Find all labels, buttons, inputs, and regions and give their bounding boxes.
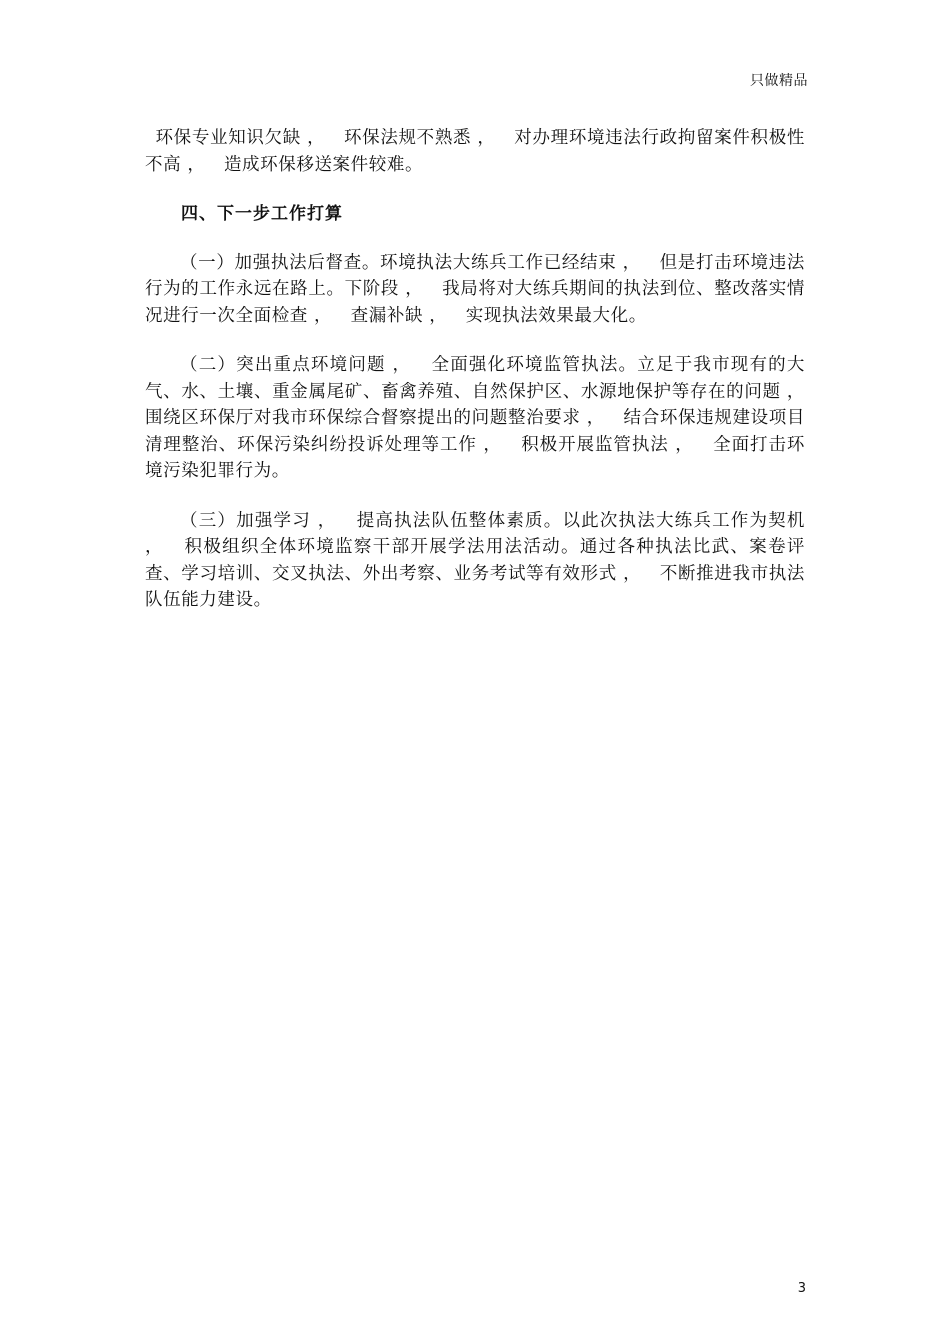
paragraph-3: （三）加强学习 ， 提高执法队伍整体素质。以此次执法大练兵工作为契机 ， 积极组织全体环境监察干部开展学法用法活动。通过各种执法比武、案卷评查、学习培训、交叉执法、外出考察、业务考试等有效形式 ， 不断推进我市执法队伍能力建设。 <box>145 510 812 610</box>
paragraph-continuation: 环保专业知识欠缺 ， 环保法规不熟悉 ， 对办理环境违法行政拘留案件积极性不高 ， 造成环保移送案件较难。 <box>145 128 805 175</box>
section-heading: 四、下一步工作打算 <box>181 204 343 224</box>
page-number: 3 <box>797 1281 806 1296</box>
document-body <box>145 125 824 637</box>
paragraph-2: （二）突出重点环境问题 ， 全面强化环境监管执法。立足于我市现有的大气、水、土壤、重金属尾矿、畜禽养殖、自然保护区、水源地保护等存在的问题 ， 围绕区环保厅对我市环保综合督察提出的问题整治要求 ， 结合环保违规建设项目清理整治、环保污染纠纷投诉处理等工作 ， 积极开展监管执法 ， 全面打击环境污染犯罪行为。 <box>145 355 824 481</box>
paragraph-1: （一）加强执法后督查。环境执法大练兵工作已经结束 ， 但是打击环境违法行为的工作永远在路上。下阶段 ， 我局将对大练兵期间的执法到位、整改落实情况进行一次全面检查 ， 查漏补缺 ， 实现执法效果最大化。 <box>145 252 805 326</box>
header-mark: 只做精品 <box>750 73 808 89</box>
